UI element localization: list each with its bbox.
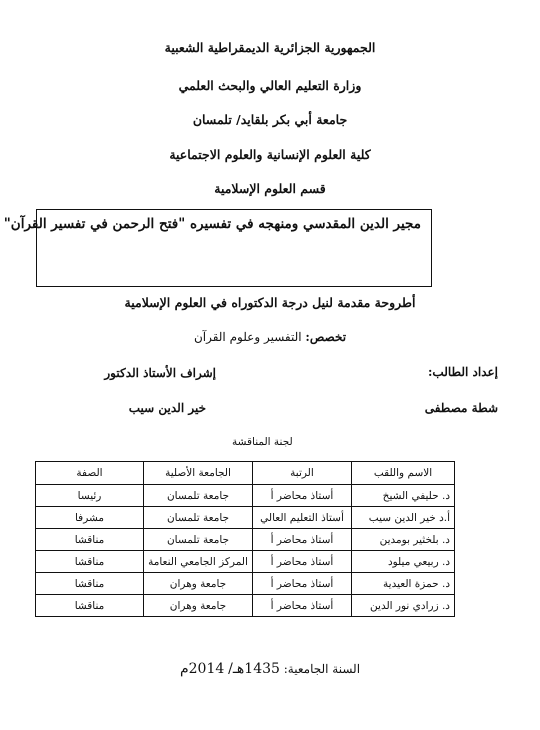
supervisor-name: خير الدين سيب xyxy=(128,401,206,415)
member-role: مشرفا xyxy=(36,507,144,529)
member-rank: أستاذ التعليم العالي xyxy=(253,507,352,529)
header-faculty: كلية العلوم الإنسانية والعلوم الاجتماعية xyxy=(169,147,371,162)
member-role: رئيسا xyxy=(36,485,144,507)
table-row xyxy=(36,485,455,507)
table-row xyxy=(36,551,455,573)
academic-year xyxy=(0,661,540,677)
header-role: الصفة xyxy=(36,462,144,485)
header-university: جامعة أبي بكر بلقايد/ تلمسان xyxy=(192,112,348,127)
header-republic: الجمهورية الجزائرية الديمقراطية الشعبية xyxy=(164,40,376,55)
member-university: المركز الجامعي النعامة xyxy=(144,551,253,573)
student-name: شطة مصطفى xyxy=(424,401,498,415)
member-university: جامعة تلمسان xyxy=(144,529,253,551)
specialty-label: تخصص: xyxy=(305,330,347,344)
committee-caption: لجنة المناقشة xyxy=(232,436,293,448)
member-name: د. زرادي نور الدين xyxy=(352,595,455,617)
member-university: جامعة تلمسان xyxy=(144,507,253,529)
member-university: جامعة تلمسان xyxy=(144,485,253,507)
specialty-value: التفسير وعلوم القرآن xyxy=(193,330,302,344)
thesis-title-box xyxy=(3,209,432,287)
year-hijri: 1435هـ xyxy=(232,661,280,677)
supervisor-label: إشراف الأستاذ الدكتور xyxy=(104,366,216,380)
thesis-degree: أطروحة مقدمة لنيل درجة الدكتوراه في العلوم الإسلامية xyxy=(124,295,416,310)
member-name: أ.د خير الدين سيب xyxy=(352,507,455,529)
header-university: الجامعة الأصلية xyxy=(144,462,253,485)
table-header-row xyxy=(36,462,455,485)
table-row xyxy=(36,595,455,617)
header-rank: الرتبة xyxy=(253,462,352,485)
table-row xyxy=(36,529,455,551)
member-name: د. حليفي الشيخ xyxy=(352,485,455,507)
member-role: مناقشا xyxy=(36,595,144,617)
thesis-title: مجير الدين المقدسي ومنهجه في تفسيره "فتح الرحمن في تفسير القرآن" xyxy=(3,216,421,232)
member-role: مناقشا xyxy=(36,573,144,595)
member-name: د. بلخثير بومدين xyxy=(352,529,455,551)
member-rank: أستاذ محاضر أ xyxy=(253,485,352,507)
member-university: جامعة وهران xyxy=(144,595,253,617)
year-gregorian: 2014م xyxy=(179,661,225,677)
member-rank: أستاذ محاضر أ xyxy=(253,551,352,573)
header-department: قسم العلوم الإسلامية xyxy=(214,181,326,196)
table-row xyxy=(36,507,455,529)
member-rank: أستاذ محاضر أ xyxy=(253,595,352,617)
member-rank: أستاذ محاضر أ xyxy=(253,529,352,551)
member-role: مناقشا xyxy=(36,529,144,551)
year-separator: / xyxy=(228,661,233,677)
year-label: السنة الجامعية: xyxy=(283,662,361,676)
table-row xyxy=(36,573,455,595)
member-name: د. ربيعي ميلود xyxy=(352,551,455,573)
member-university: جامعة وهران xyxy=(144,573,253,595)
header-ministry: وزارة التعليم العالي والبحث العلمي xyxy=(178,78,362,93)
student-label: إعداد الطالب: xyxy=(427,365,498,379)
member-rank: أستاذ محاضر أ xyxy=(253,573,352,595)
specialty xyxy=(0,330,540,344)
header-name: الاسم واللقب xyxy=(352,462,455,485)
member-name: د. حمزة العيدية xyxy=(352,573,455,595)
member-role: مناقشا xyxy=(36,551,144,573)
committee-table xyxy=(35,461,455,617)
